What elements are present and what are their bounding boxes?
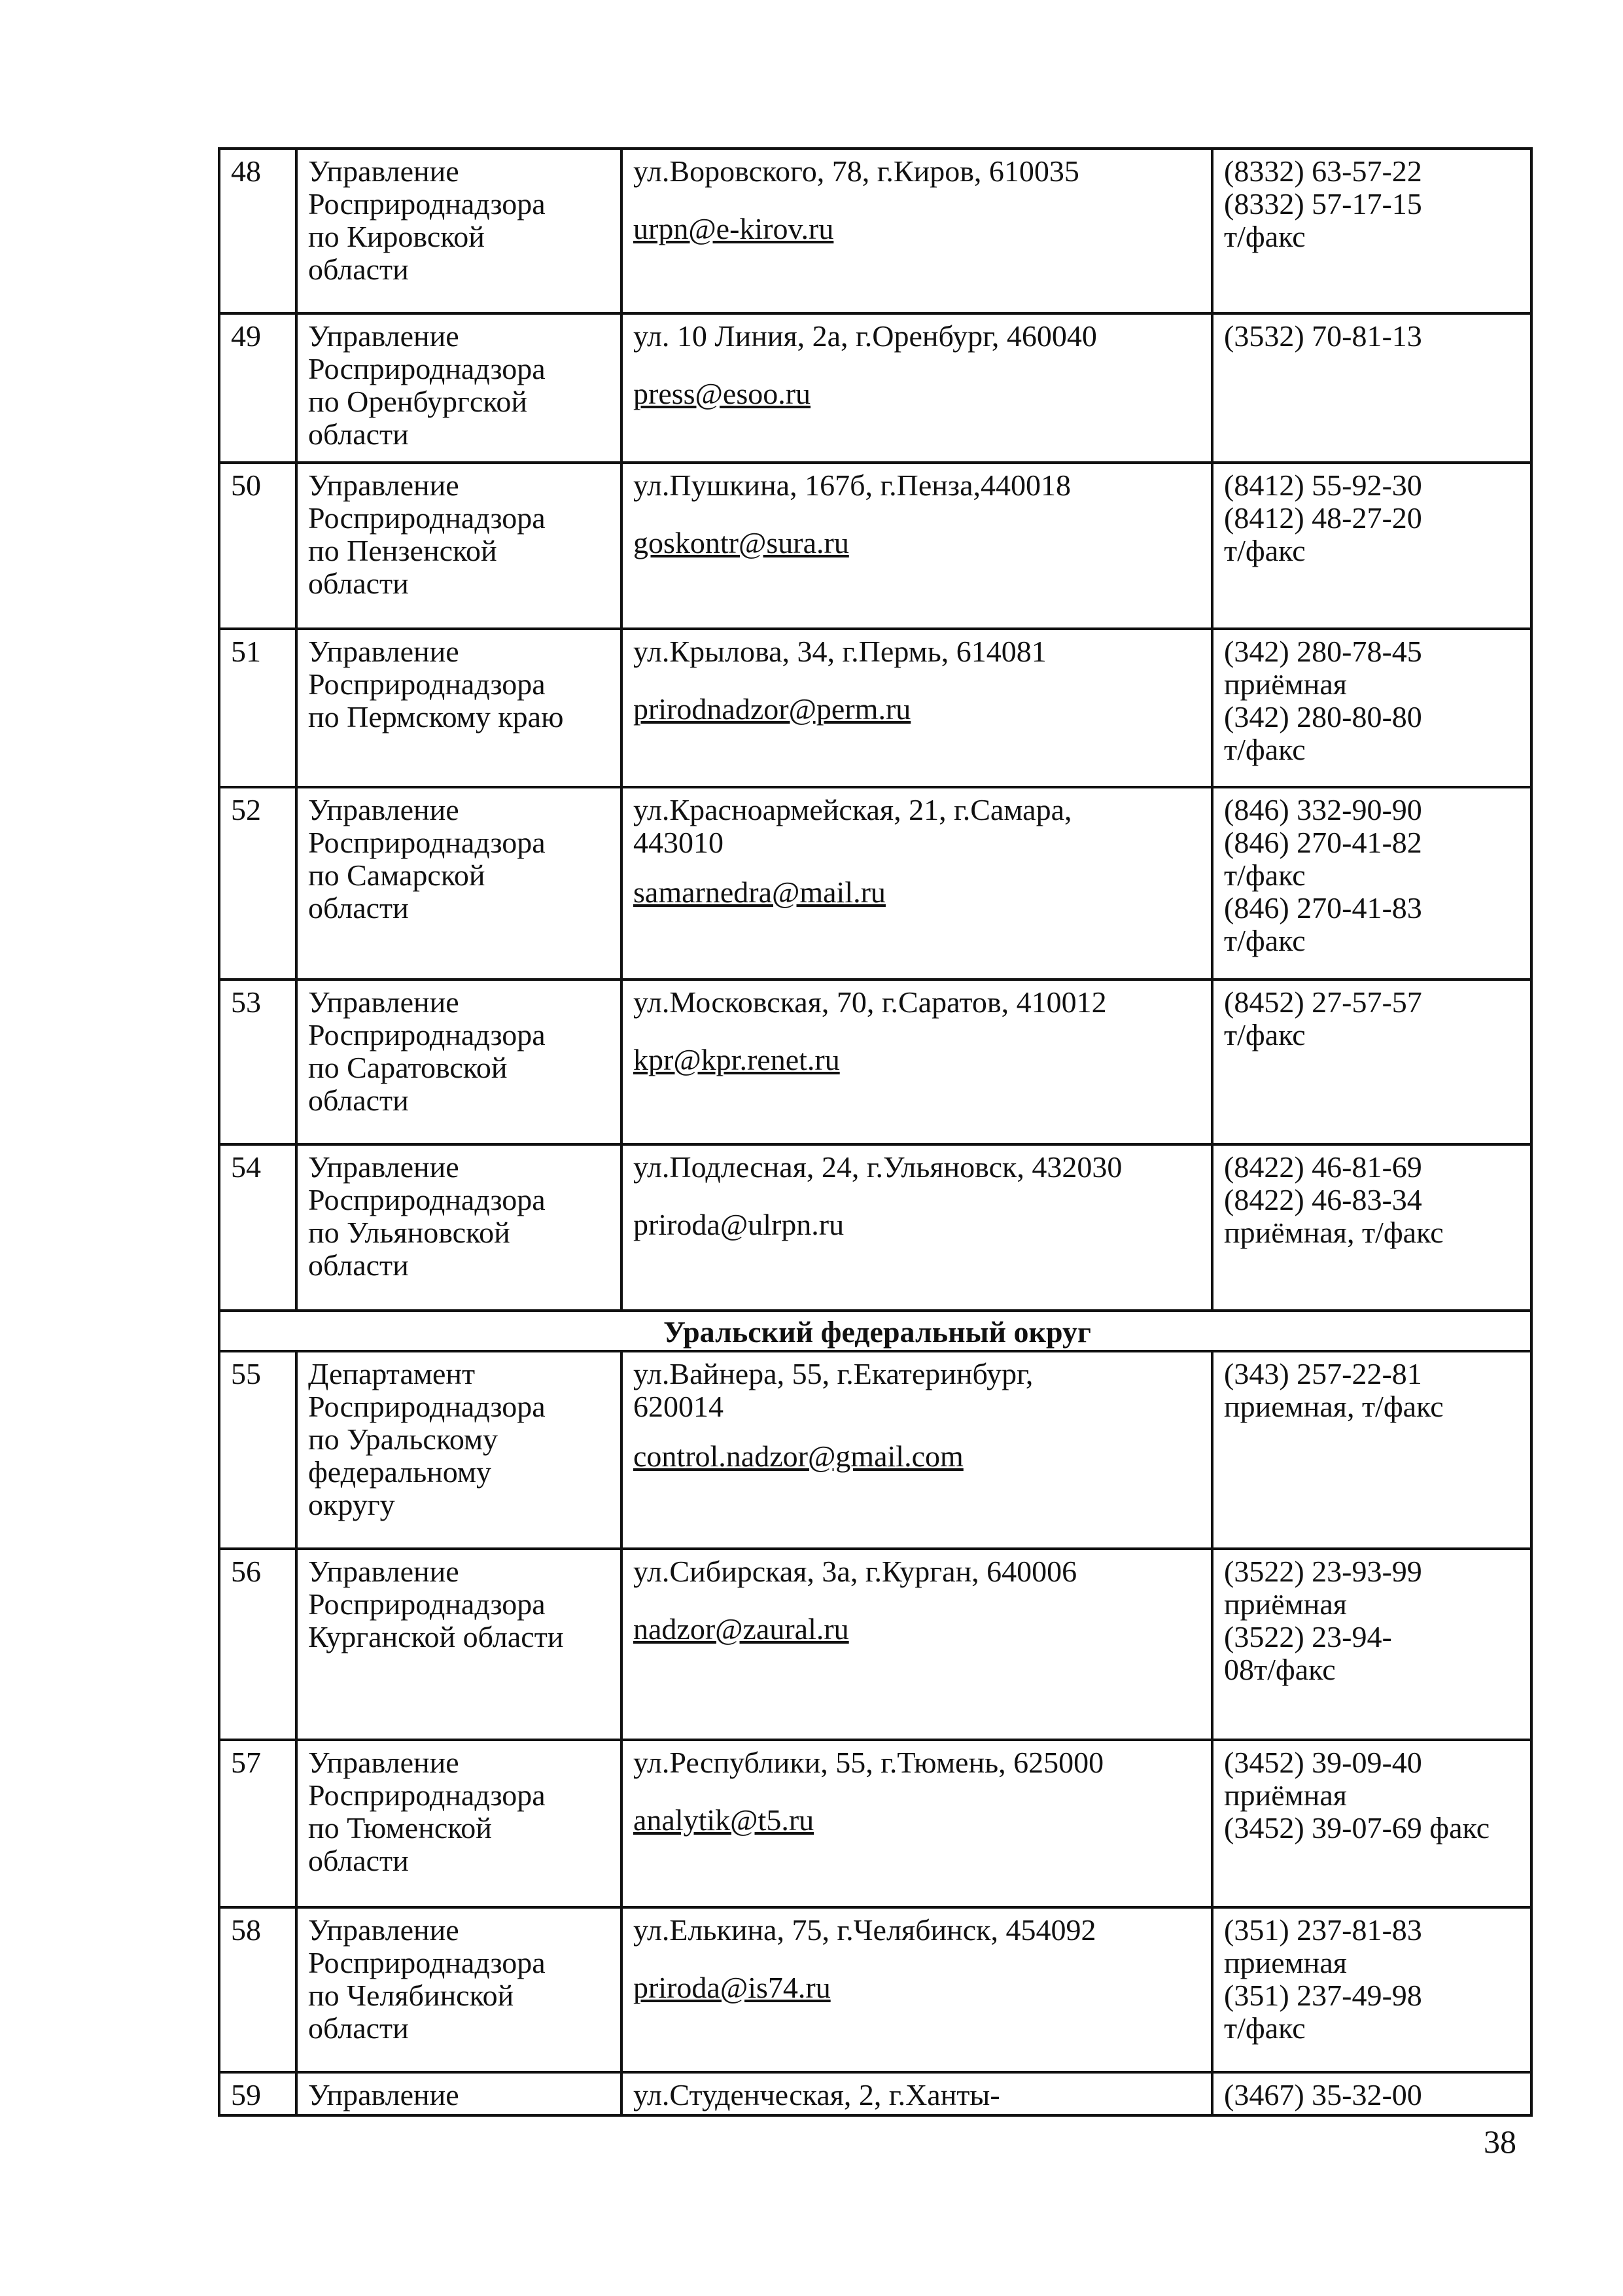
page-number: 38 bbox=[1484, 2123, 1516, 2160]
table-row bbox=[219, 1144, 1531, 1311]
address-cell bbox=[621, 787, 1212, 980]
table-row bbox=[219, 980, 1531, 1144]
row-number: 55 bbox=[219, 1351, 296, 1549]
address-line: ул.Сибирская, 3а, г.Курган, 640006 bbox=[633, 1555, 1077, 1588]
email-link[interactable]: samarnedra@mail.ru bbox=[633, 875, 886, 909]
row-number: 53 bbox=[219, 980, 296, 1144]
address-cell bbox=[621, 1549, 1212, 1740]
phone-line: (3452) 39-09-40 bbox=[1224, 1746, 1422, 1779]
organization-name-line: федеральному bbox=[308, 1455, 492, 1489]
table-row bbox=[219, 787, 1531, 980]
address-line: ул.Красноармейская, 21, г.Самара, bbox=[633, 793, 1072, 826]
organization-name-line: по Уральскому bbox=[308, 1422, 498, 1456]
phone-line: (342) 280-78-45 bbox=[1224, 635, 1422, 668]
address-cell bbox=[621, 1907, 1212, 2072]
table-row bbox=[219, 1740, 1531, 1907]
organization-cell bbox=[296, 149, 621, 313]
organization-cell bbox=[296, 1907, 621, 2072]
organization-name-line: по Пермскому краю bbox=[308, 700, 564, 733]
address-line: ул.Подлесная, 24, г.Ульяновск, 432030 bbox=[633, 1150, 1123, 1184]
phone-line: т/факс bbox=[1224, 220, 1306, 253]
address-cell bbox=[621, 1351, 1212, 1549]
phone-line: приёмная bbox=[1224, 1778, 1347, 1812]
address-line: ул.Воровского, 78, г.Киров, 610035 bbox=[633, 154, 1079, 188]
email-link[interactable]: press@esoo.ru bbox=[633, 377, 811, 410]
phone-line: приемная bbox=[1224, 1946, 1347, 1979]
address-line: ул.Республики, 55, г.Тюмень, 625000 bbox=[633, 1746, 1104, 1779]
phone-line: (343) 257-22-81 bbox=[1224, 1357, 1422, 1390]
email-link[interactable]: priroda@ulrpn.ru bbox=[633, 1208, 845, 1241]
phone-line: приёмная bbox=[1224, 1587, 1347, 1621]
organization-name-line: Росприроднадзора bbox=[308, 187, 546, 221]
phone-line: (351) 237-49-98 bbox=[1224, 1979, 1422, 2012]
organization-cell bbox=[296, 463, 621, 629]
phone-line: т/факс bbox=[1224, 1018, 1306, 1051]
organization-name-line: по Саратовской bbox=[308, 1051, 508, 1084]
phone-line: (846) 332-90-90 bbox=[1224, 793, 1422, 826]
organization-name-line: Росприроднадзора bbox=[308, 501, 546, 535]
phone-line: приёмная bbox=[1224, 667, 1347, 701]
organization-name-line: по Челябинской bbox=[308, 1979, 514, 2012]
email-link[interactable]: priroda@is74.ru bbox=[633, 1971, 831, 2004]
organization-name-line: по Оренбургской bbox=[308, 385, 527, 418]
organization-name-line: Росприроднадзора bbox=[308, 826, 546, 859]
phone-line: (8412) 55-92-30 bbox=[1224, 468, 1422, 502]
phone-cell bbox=[1212, 149, 1531, 313]
organization-name-line: Департамент bbox=[308, 1357, 476, 1390]
contacts-table-body bbox=[219, 149, 1531, 2115]
organization-name-line: Управление bbox=[308, 1555, 459, 1588]
address-line: 443010 bbox=[633, 826, 724, 859]
organization-name-line: Курганской области bbox=[308, 1620, 564, 1653]
phone-cell bbox=[1212, 1144, 1531, 1311]
row-number: 59 bbox=[219, 2072, 296, 2115]
district-header-row bbox=[219, 1311, 1531, 1351]
organization-name-line: области bbox=[308, 2011, 409, 2045]
organization-name-line: Управление bbox=[308, 793, 459, 826]
email-link[interactable]: nadzor@zaural.ru bbox=[633, 1612, 849, 1646]
organization-cell bbox=[296, 1351, 621, 1549]
organization-name-line: Росприроднадзора bbox=[308, 1587, 546, 1621]
organization-name-line: области bbox=[308, 891, 409, 925]
phone-cell bbox=[1212, 1549, 1531, 1740]
email-link[interactable]: kpr@kpr.renet.ru bbox=[633, 1043, 840, 1076]
organization-name-line: Управление bbox=[308, 635, 459, 668]
phone-line: т/факс bbox=[1224, 924, 1306, 957]
organization-cell bbox=[296, 1144, 621, 1311]
address-line: ул. 10 Линия, 2а, г.Оренбург, 460040 bbox=[633, 319, 1097, 353]
phone-cell bbox=[1212, 313, 1531, 463]
phone-line: (846) 270-41-82 bbox=[1224, 826, 1422, 859]
phone-line: (8422) 46-83-34 bbox=[1224, 1183, 1422, 1216]
phone-cell bbox=[1212, 1907, 1531, 2072]
email-link[interactable]: goskontr@sura.ru bbox=[633, 526, 849, 559]
address-cell bbox=[621, 149, 1212, 313]
table-row bbox=[219, 1549, 1531, 1740]
organization-name-line: по Тюменской bbox=[308, 1811, 492, 1845]
table-row bbox=[219, 1907, 1531, 2072]
phone-cell bbox=[1212, 1351, 1531, 1549]
phone-line: (8332) 63-57-22 bbox=[1224, 154, 1422, 188]
phone-line: (342) 280-80-80 bbox=[1224, 700, 1422, 733]
organization-name-line: области bbox=[308, 1844, 409, 1877]
phone-cell bbox=[1212, 787, 1531, 980]
organization-name-line: Управление bbox=[308, 1746, 459, 1779]
organization-name-line: Росприроднадзора bbox=[308, 352, 546, 385]
organization-name-line: области bbox=[308, 253, 409, 286]
row-number: 51 bbox=[219, 629, 296, 787]
address-line: ул.Московская, 70, г.Саратов, 410012 bbox=[633, 985, 1107, 1019]
organization-name-line: Управление bbox=[308, 1150, 459, 1184]
row-number: 57 bbox=[219, 1740, 296, 1907]
organization-name-line: Управление bbox=[308, 468, 459, 502]
organization-name-line: по Ульяновской bbox=[308, 1216, 510, 1249]
organization-name-line: области bbox=[308, 1084, 409, 1117]
phone-line: (3452) 39-07-69 факс bbox=[1224, 1811, 1490, 1845]
organization-name-line: Росприроднадзора bbox=[308, 1778, 546, 1812]
phone-line: т/факс bbox=[1224, 858, 1306, 892]
organization-name-line: Росприроднадзора bbox=[308, 1390, 546, 1423]
address-cell bbox=[621, 629, 1212, 787]
phone-line: (3467) 35-32-00 bbox=[1224, 2078, 1422, 2111]
table-row bbox=[219, 629, 1531, 787]
address-cell bbox=[621, 1740, 1212, 1907]
email-link[interactable]: analytik@t5.ru bbox=[633, 1803, 814, 1837]
organization-name-line: области bbox=[308, 567, 409, 600]
row-number: 58 bbox=[219, 1907, 296, 2072]
organization-cell bbox=[296, 629, 621, 787]
address-cell bbox=[621, 2072, 1212, 2115]
phone-line: (8422) 46-81-69 bbox=[1224, 1150, 1422, 1184]
phone-line: (351) 237-81-83 bbox=[1224, 1913, 1422, 1947]
phone-line: 08т/факс bbox=[1224, 1653, 1336, 1686]
organization-name-line: Росприроднадзора bbox=[308, 1183, 546, 1216]
phone-line: (8412) 48-27-20 bbox=[1224, 501, 1422, 535]
organization-cell bbox=[296, 1740, 621, 1907]
email-link[interactable]: prirodnadzor@perm.ru bbox=[633, 692, 911, 726]
phone-line: (3522) 23-93-99 bbox=[1224, 1555, 1422, 1588]
organization-cell bbox=[296, 313, 621, 463]
phone-line: (3532) 70-81-13 bbox=[1224, 319, 1422, 353]
organization-name-line: по Пензенской bbox=[308, 534, 497, 567]
email-link[interactable]: control.nadzor@gmail.com bbox=[633, 1439, 964, 1473]
organization-name-line: по Самарской bbox=[308, 858, 485, 892]
phone-cell bbox=[1212, 1740, 1531, 1907]
organization-name-line: Управление bbox=[308, 319, 459, 353]
organization-name-line: округу bbox=[308, 1488, 395, 1521]
organization-name-line: Росприроднадзора bbox=[308, 1946, 546, 1979]
table-row bbox=[219, 2072, 1531, 2115]
organization-name-line: Управление bbox=[308, 2078, 459, 2111]
organization-name-line: области bbox=[308, 417, 409, 451]
organization-cell bbox=[296, 787, 621, 980]
phone-cell bbox=[1212, 463, 1531, 629]
federal-district-heading: Уральский федеральный округ bbox=[219, 1311, 1531, 1351]
table-row bbox=[219, 313, 1531, 463]
organization-cell bbox=[296, 980, 621, 1144]
address-cell bbox=[621, 313, 1212, 463]
organization-name-line: Росприроднадзора bbox=[308, 667, 546, 701]
address-line: ул.Крылова, 34, г.Пермь, 614081 bbox=[633, 635, 1047, 668]
phone-cell bbox=[1212, 629, 1531, 787]
row-number: 50 bbox=[219, 463, 296, 629]
organization-name-line: Управление bbox=[308, 154, 459, 188]
address-line: 620014 bbox=[633, 1390, 724, 1423]
phone-line: (8332) 57-17-15 bbox=[1224, 187, 1422, 221]
address-line: ул.Вайнера, 55, г.Екатеринбург, bbox=[633, 1357, 1034, 1390]
phone-cell bbox=[1212, 2072, 1531, 2115]
organization-name-line: области bbox=[308, 1248, 409, 1282]
phone-line: (846) 270-41-83 bbox=[1224, 891, 1422, 925]
row-number: 56 bbox=[219, 1549, 296, 1740]
address-cell bbox=[621, 980, 1212, 1144]
row-number: 48 bbox=[219, 149, 296, 313]
phone-line: т/факс bbox=[1224, 2011, 1306, 2045]
row-number: 54 bbox=[219, 1144, 296, 1311]
table-row bbox=[219, 463, 1531, 629]
organization-name-line: Управление bbox=[308, 985, 459, 1019]
address-cell bbox=[621, 463, 1212, 629]
phone-line: приемная, т/факс bbox=[1224, 1390, 1444, 1423]
table-row bbox=[219, 149, 1531, 313]
organization-name-line: по Кировской bbox=[308, 220, 485, 253]
phone-line: (3522) 23-94- bbox=[1224, 1620, 1392, 1653]
address-line: ул.Пушкина, 167б, г.Пенза,440018 bbox=[633, 468, 1071, 502]
organization-name-line: Росприроднадзора bbox=[308, 1018, 546, 1051]
phone-line: приёмная, т/факс bbox=[1224, 1216, 1444, 1249]
organization-cell bbox=[296, 2072, 621, 2115]
address-line: ул.Елькина, 75, г.Челябинск, 454092 bbox=[633, 1913, 1096, 1947]
contacts-table bbox=[218, 147, 1533, 2117]
address-cell bbox=[621, 1144, 1212, 1311]
phone-cell bbox=[1212, 980, 1531, 1144]
row-number: 49 bbox=[219, 313, 296, 463]
phone-line: (8452) 27-57-57 bbox=[1224, 985, 1422, 1019]
address-line: ул.Студенческая, 2, г.Ханты- bbox=[633, 2078, 1000, 2111]
phone-line: т/факс bbox=[1224, 534, 1306, 567]
email-link[interactable]: urpn@e-kirov.ru bbox=[633, 212, 834, 245]
table-row bbox=[219, 1351, 1531, 1549]
organization-name-line: Управление bbox=[308, 1913, 459, 1947]
organization-cell bbox=[296, 1549, 621, 1740]
row-number: 52 bbox=[219, 787, 296, 980]
phone-line: т/факс bbox=[1224, 733, 1306, 766]
